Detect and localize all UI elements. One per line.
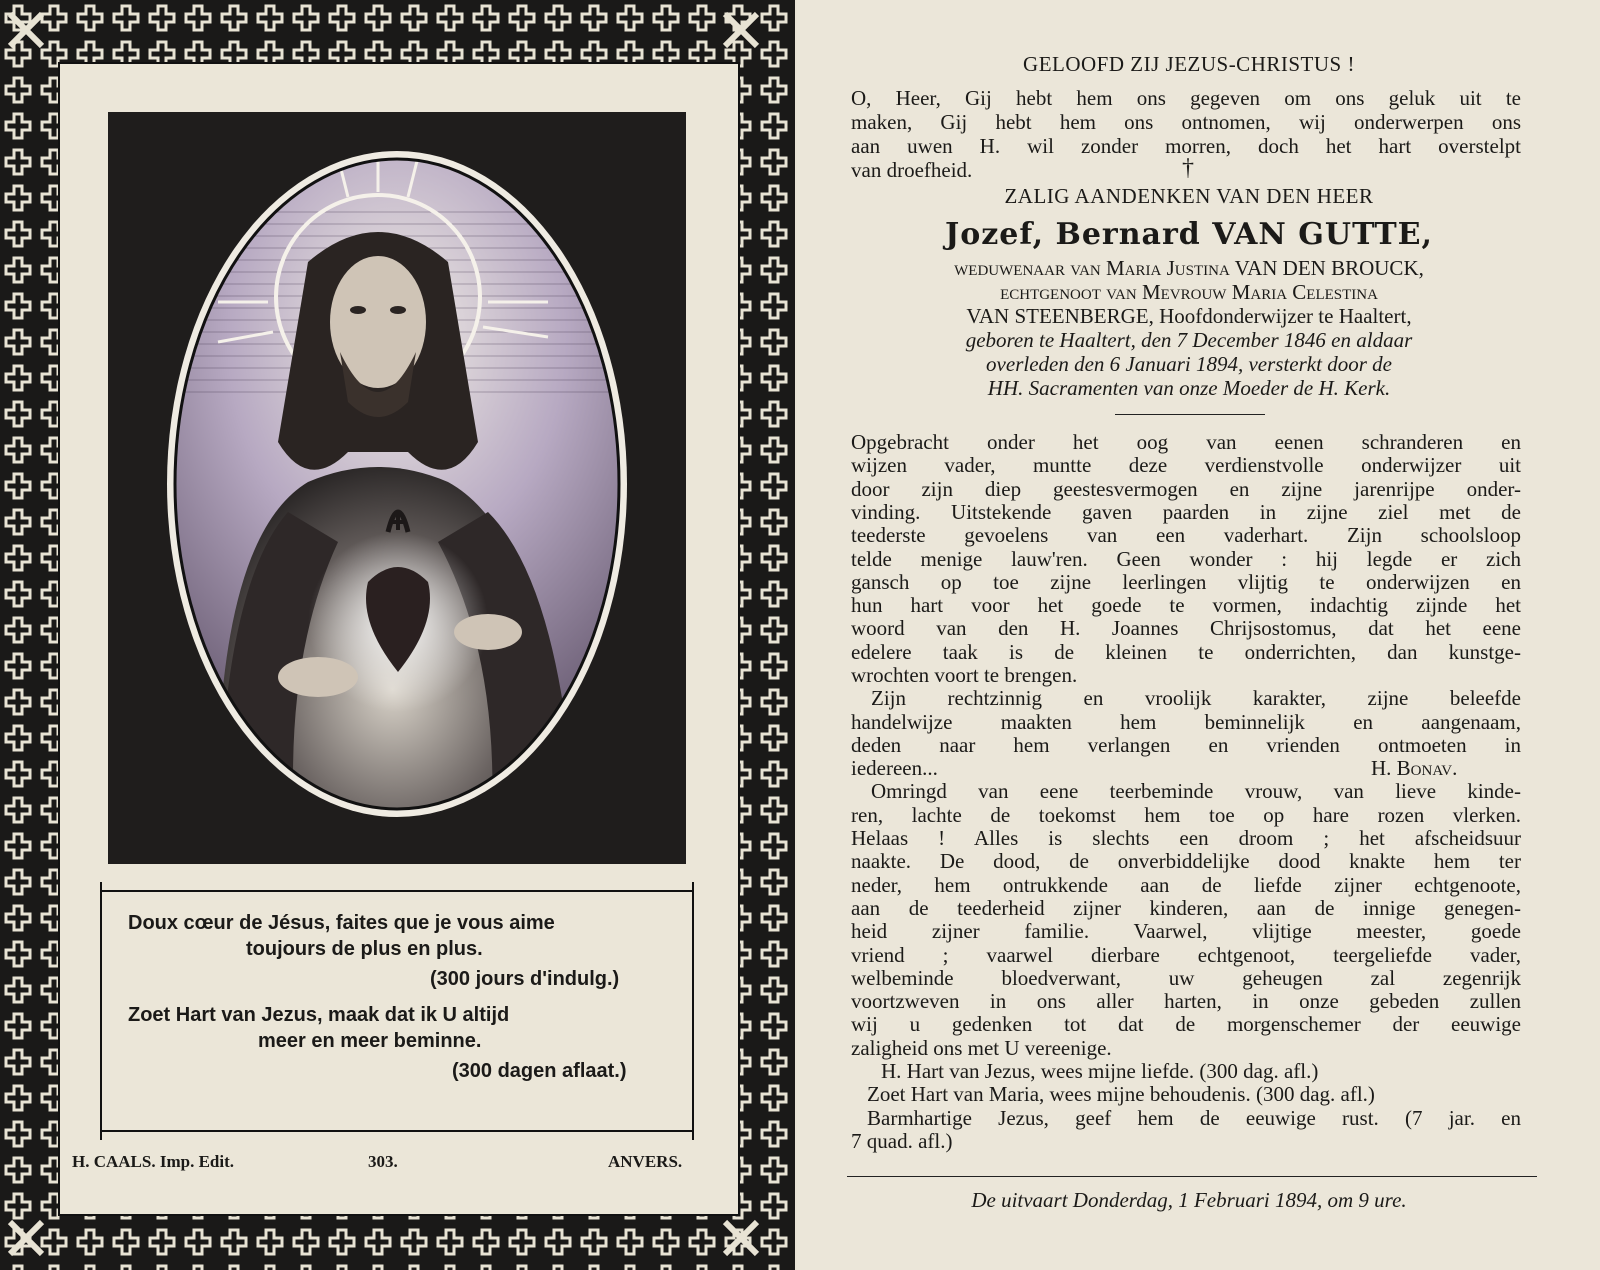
date-line: overleden den 6 Januari 1894, versterkt door de bbox=[986, 352, 1392, 376]
eulogy-line: teederste gevoelens van een vaderhart. Zijn schoolsloop bbox=[851, 523, 1521, 547]
eulogy-line: voortzweven in ons aller harten, in onze gebeden zullen bbox=[851, 989, 1521, 1013]
eulogy-line: telde menige lauw'ren. Geen wonder : hij legde er zich bbox=[851, 547, 1521, 571]
eulogy-line: gansch op toe zijne leerlingen vlijtig te onderwijzen en bbox=[851, 570, 1521, 594]
heading: GELOOFD ZIJ JEZUS-CHRISTUS ! bbox=[1023, 52, 1355, 76]
date-line: geboren te Haaltert, den 7 December 1846 en aldaar bbox=[965, 328, 1413, 352]
cross-icon: † bbox=[1182, 155, 1194, 181]
eulogy-line: zaligheid ons met U vereenige. bbox=[851, 1036, 1112, 1060]
divider bbox=[1115, 414, 1265, 415]
prayer-card-front bbox=[0, 0, 795, 1270]
prayer-card-back bbox=[797, 0, 1600, 1270]
eulogy-line: iedereen... bbox=[851, 756, 938, 780]
intro-line: van droefheid. bbox=[851, 158, 973, 182]
invocation-line: Barmhartige Jezus, geef hem de eeuwige rust. (7 jar. en bbox=[867, 1106, 1521, 1130]
eulogy-line: door zijn diep geestesvermogen en zijne jarenrijpe onder- bbox=[851, 477, 1521, 501]
detail-line: VAN STEENBERGE, Hoofdonderwijzer te Haaltert, bbox=[966, 304, 1412, 328]
eulogy-line: hun hart voor het goede te vormen, indachtig zijnde het bbox=[851, 593, 1521, 617]
inner-panel bbox=[58, 62, 740, 1216]
eulogy-line: Zijn rechtzinnig en vroolijk karakter, zijne beleefde bbox=[871, 686, 1521, 710]
eulogy-line: welbeminde bloedverwant, uw geheugen zal zegenrijk bbox=[851, 966, 1521, 990]
eulogy-line: Omringd van eene teerbeminde vrouw, van lieve kinde- bbox=[871, 779, 1521, 803]
prayer-nl-line1: Zoet Hart van Jezus, maak dat ik U altijd bbox=[128, 1004, 510, 1026]
invocation-line: 7 quad. afl.) bbox=[851, 1129, 953, 1153]
prayer-nl-indulgence: (300 dagen aflaat.) bbox=[452, 1060, 627, 1082]
eulogy-line: heid zijner familie. Vaarwel, vlijtige meester, goede bbox=[851, 919, 1521, 943]
deceased-name: Jozef, Bernard VAN GUTTE, bbox=[945, 217, 1433, 252]
prayer-fr-line1: Doux cœur de Jésus, faites que je vous aime bbox=[128, 912, 555, 934]
detail-line: weduwenaar van Maria Justina VAN DEN BROUCK, bbox=[954, 256, 1424, 280]
eulogy-line: aan de teederheid zijner kinderen, aan de innige genegen- bbox=[851, 896, 1521, 920]
intro-line: maken, Gij hebt hem ons ontnomen, wij onderwerpen ons bbox=[851, 110, 1521, 134]
quote-source: H. Bonav. bbox=[1371, 756, 1458, 780]
eulogy-line: Helaas ! Alles is slechts een droom ; het afscheidsuur bbox=[851, 826, 1521, 850]
print-number: 303. bbox=[368, 1152, 398, 1171]
eulogy-line: ren, lachte de toekomst hem toe op hare rozen vlerken. bbox=[851, 803, 1521, 827]
eulogy-line: neder, hem ontrukkende aan de liefde zijner echtgenoote, bbox=[851, 873, 1521, 897]
prayer-fr-line2: toujours de plus en plus. bbox=[246, 938, 483, 960]
eulogy-line: woord van den H. Joannes Chrijsostomus, dat het eene bbox=[851, 616, 1521, 640]
intro-line: aan uwen H. wil zonder morren, doch het hart overstelpt bbox=[851, 134, 1521, 158]
memorial-title: ZALIG AANDENKEN VAN DEN HEER bbox=[1004, 184, 1374, 208]
prayer-box bbox=[100, 890, 694, 1132]
divider bbox=[847, 1176, 1537, 1177]
invocation-line: H. Hart van Jezus, wees mijne liefde. (300 dag. afl.) bbox=[881, 1059, 1319, 1083]
funeral-notice: De uitvaart Donderdag, 1 Februari 1894, om 9 ure. bbox=[971, 1188, 1407, 1212]
eulogy-line: wijzen vader, muntte deze verdienstvolle onderwijzer uit bbox=[851, 453, 1521, 477]
eulogy-line: wrochten voort te brengen. bbox=[851, 663, 1078, 687]
date-line: HH. Sacramenten van onze Moeder de H. Kerk. bbox=[987, 376, 1391, 400]
detail-line: echtgenoot van Mevrouw Maria Celestina bbox=[1000, 280, 1378, 304]
eulogy-line: handelwijze maakten hem beminnelijk en aangenaam, bbox=[851, 710, 1521, 734]
intro-line: O, Heer, Gij hebt hem ons gegeven om ons geluk uit te bbox=[851, 86, 1521, 110]
eulogy-line: vriend ; vaarwel dierbare echtgenoot, teergeliefde vader, bbox=[851, 943, 1521, 967]
portrait-frame bbox=[108, 112, 686, 864]
prayer-nl-line2: meer en meer beminne. bbox=[258, 1030, 482, 1052]
printer-imprint bbox=[60, 1152, 738, 1182]
prayer-fr-indulgence: (300 jours d'indulg.) bbox=[430, 968, 620, 990]
sacred-heart-portrait bbox=[108, 112, 686, 864]
eulogy-line: naakte. De dood, de onverbiddelijke dood knakte hem ter bbox=[851, 849, 1521, 873]
printer-name: H. CAALS. Imp. Edit. bbox=[72, 1152, 235, 1171]
eulogy-line: vinding. Uitstekende gaven paarden in zijne ziel met de bbox=[851, 500, 1521, 524]
eulogy-line: edelere taak is de kleinen te onderrichten, dan kunstge- bbox=[851, 640, 1521, 664]
printer-city: ANVERS. bbox=[608, 1152, 683, 1171]
eulogy-line: Opgebracht onder het oog van eenen schranderen en bbox=[851, 430, 1521, 454]
invocation-line: Zoet Hart van Maria, wees mijne behoudenis. (300 dag. afl.) bbox=[867, 1082, 1375, 1106]
eulogy-line: deden naar hem verlangen en vrienden ontmoeten in bbox=[851, 733, 1521, 757]
eulogy-line: wij u gedenken tot dat de morgenschemer der eeuwige bbox=[851, 1012, 1521, 1036]
